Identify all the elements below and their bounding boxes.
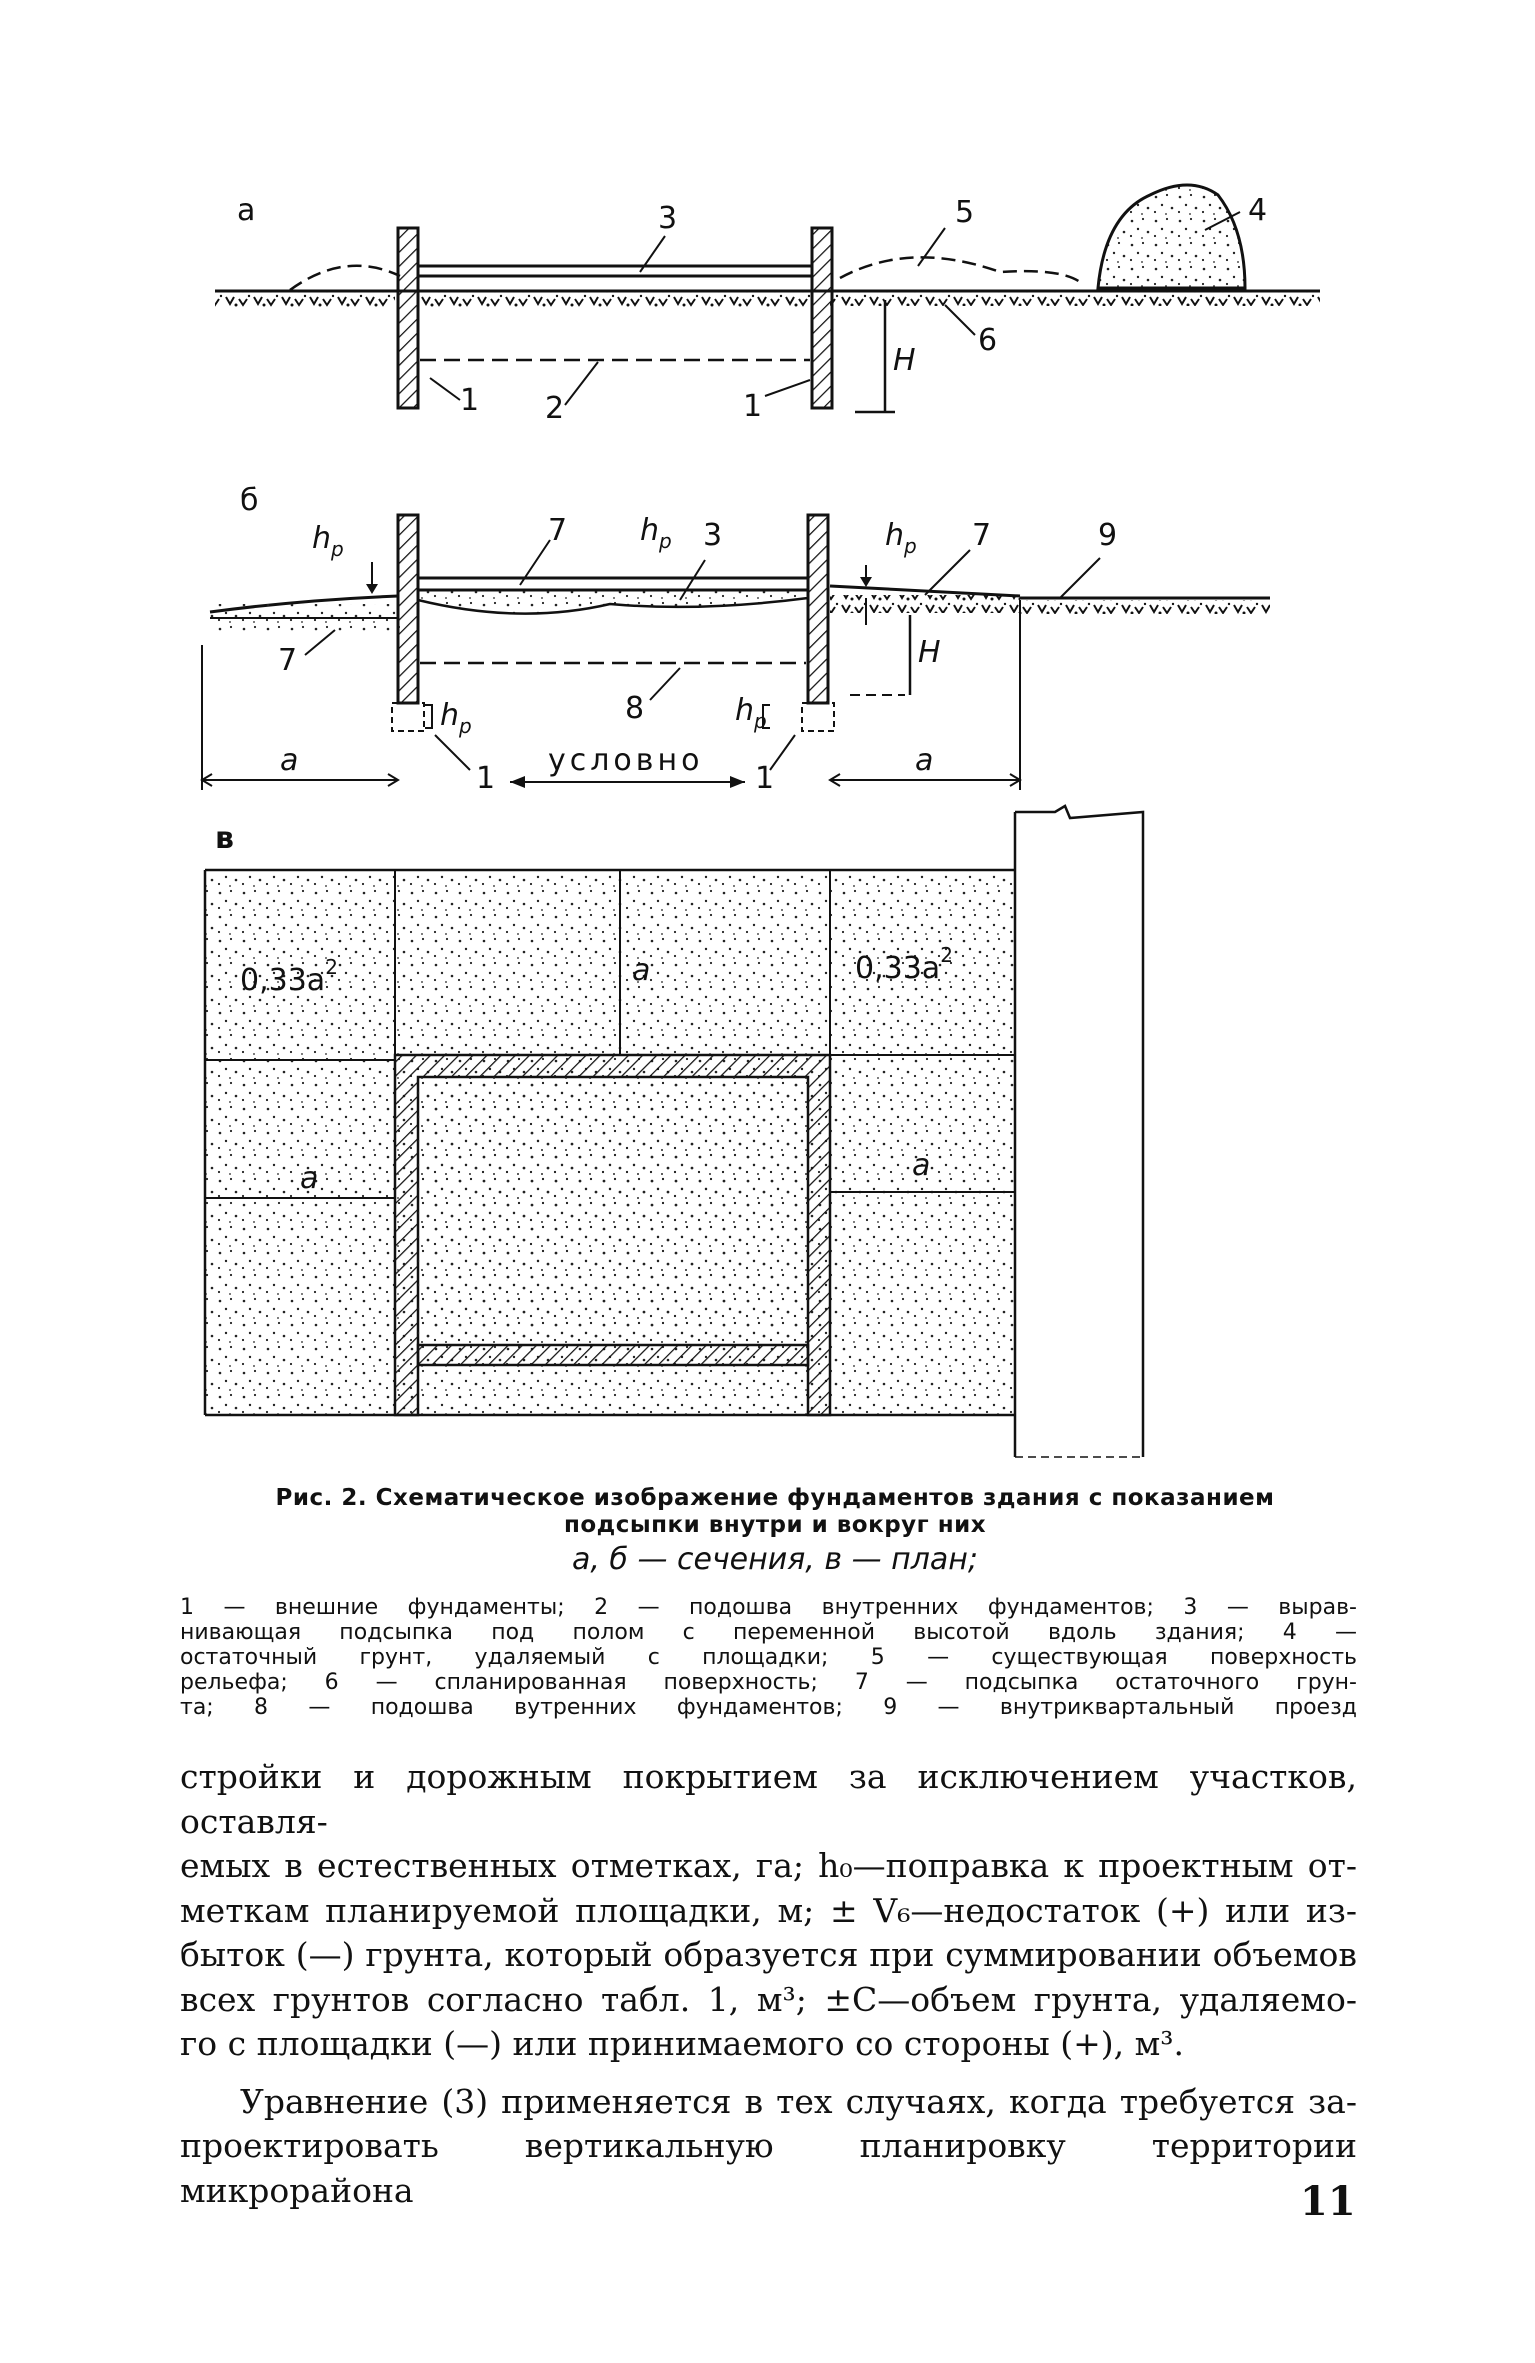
page-number: 11 [1300, 2178, 1356, 2225]
foundation-left [398, 228, 418, 408]
label-6: 6 [978, 323, 998, 358]
leader-line [1060, 558, 1100, 598]
legend-line: та; 8 — подошва вутренних фундаментов; 9 — внутриквартальный проезд [180, 1695, 1357, 1720]
leader-line [305, 630, 335, 655]
section-b [202, 483, 1270, 796]
body-line: емых в естественных отметках, га; h₀—поправка к проектным от- [180, 1846, 1357, 1885]
leader-line [565, 362, 598, 405]
ground-soil [215, 292, 395, 308]
label-9: 9 [1098, 518, 1118, 553]
footing-extension [802, 703, 834, 731]
leader-line [650, 668, 680, 700]
leader-line [925, 550, 970, 595]
existing-relief-curve [840, 257, 1080, 282]
body-line: стройки и дорожным покрытием за исключением участков, оставля- [180, 1757, 1357, 1841]
figure-caption-title [195, 1485, 1355, 1539]
floor-slab [418, 578, 808, 590]
leveling-fill [418, 266, 812, 276]
label-3: 3 [703, 518, 723, 553]
label-1-left: 1 [460, 383, 480, 418]
label-hp: $h_р$ [312, 521, 344, 561]
body-line: го с площадки (—) или принимаемого со стороны (+), м³. [180, 2024, 1185, 2063]
arrow-head [860, 577, 872, 587]
label-7: 7 [278, 643, 298, 678]
label-hp: $h_р$ [440, 698, 472, 738]
road-strip [1015, 812, 1143, 1457]
label-hp: $h_р$ [735, 693, 767, 733]
label-hp: $h_р$ [640, 513, 672, 553]
label-a-right: a [912, 1148, 931, 1183]
body-text [180, 1755, 1357, 2213]
panel-label-c: в [215, 821, 234, 856]
leader-line [918, 228, 945, 266]
label-7: 7 [548, 513, 568, 548]
label-H: H [893, 343, 916, 378]
label-1: 1 [476, 761, 496, 796]
figure-caption-subtitle: а, б — сечения, в — план; [571, 1542, 979, 1577]
figure-legend [180, 1595, 1357, 1720]
leader-line [945, 305, 975, 335]
hp-bracket [425, 705, 432, 728]
panel-label-b: б [240, 483, 259, 518]
label-5: 5 [955, 195, 975, 230]
area-label-left: $0,33a^2$ [240, 955, 338, 998]
label-a: a [280, 743, 299, 778]
legend-line: рельефа; 6 — спланированная поверхность; 7 — подсыпка остаточного грун- [180, 1670, 1357, 1695]
arrow-head [366, 584, 378, 594]
leader-line [430, 378, 460, 400]
ground-soil [420, 292, 810, 308]
label-1: 1 [755, 761, 775, 796]
label-hp: $h_р$ [885, 518, 917, 558]
body-line: меткам планируемой площадки, м; ± V₆—недостаток (+) или из- [180, 1890, 1357, 1930]
foundation-left [398, 515, 418, 703]
caption-line: Рис. 2. Схематическое изображение фундаментов здания с показанием [275, 1485, 1275, 1511]
label-a-left: a [300, 1161, 319, 1196]
panel-label-a: а [237, 193, 256, 228]
ground-soil [1020, 600, 1270, 614]
label-a: a [915, 743, 934, 778]
body-line: Уравнение (3) применяется в тех случаях, когда требуется за- [240, 2081, 1357, 2121]
building-interior-fill [418, 1077, 808, 1345]
ground-soil [830, 292, 1320, 306]
section-a [215, 185, 1320, 426]
footing-extension [392, 703, 424, 731]
ground-soil [830, 595, 1020, 613]
label-1-right: 1 [743, 389, 763, 424]
leader-line [765, 380, 810, 396]
existing-relief-curve [290, 266, 400, 290]
label-H: H [918, 635, 941, 670]
plan-view [205, 806, 1143, 1457]
leveling-fill [418, 590, 808, 614]
foundation-right [812, 228, 832, 408]
area-label-right: $0,33a^2$ [855, 943, 953, 986]
label-4: 4 [1248, 193, 1268, 228]
leader-line [435, 735, 470, 770]
label-8: 8 [625, 691, 645, 726]
inner-footing-strip [418, 1345, 808, 1365]
legend-line: 1 — внешние фундаменты; 2 — подошва внутренних фундаментов; 3 — вырав- [180, 1595, 1357, 1620]
body-line: быток (—) грунта, который образуется при суммировании объемов [180, 1935, 1357, 1974]
label-2: 2 [545, 391, 565, 426]
caption-line: подсыпки внутри и вокруг них [563, 1512, 987, 1538]
label-3: 3 [658, 201, 678, 236]
label-a-top: a [632, 953, 651, 988]
body-line: проектировать вертикальную планировку территории микрорайона [180, 2126, 1357, 2210]
legend-line: остаточный грунт, удаляемый с площадки; 5 — существующая поверхность [180, 1645, 1357, 1670]
label-7: 7 [972, 518, 992, 553]
body-line: всех грунтов согласно табл. 1, м³; ±C—объем грунта, удаляемо- [180, 1979, 1357, 2019]
residual-soil-mound [1098, 185, 1245, 288]
label-conditional: условно [548, 743, 704, 778]
foundation-right [808, 515, 828, 703]
legend-line: нивающая подсыпка под полом с переменной высотой вдоль здания; 4 — [180, 1620, 1357, 1645]
